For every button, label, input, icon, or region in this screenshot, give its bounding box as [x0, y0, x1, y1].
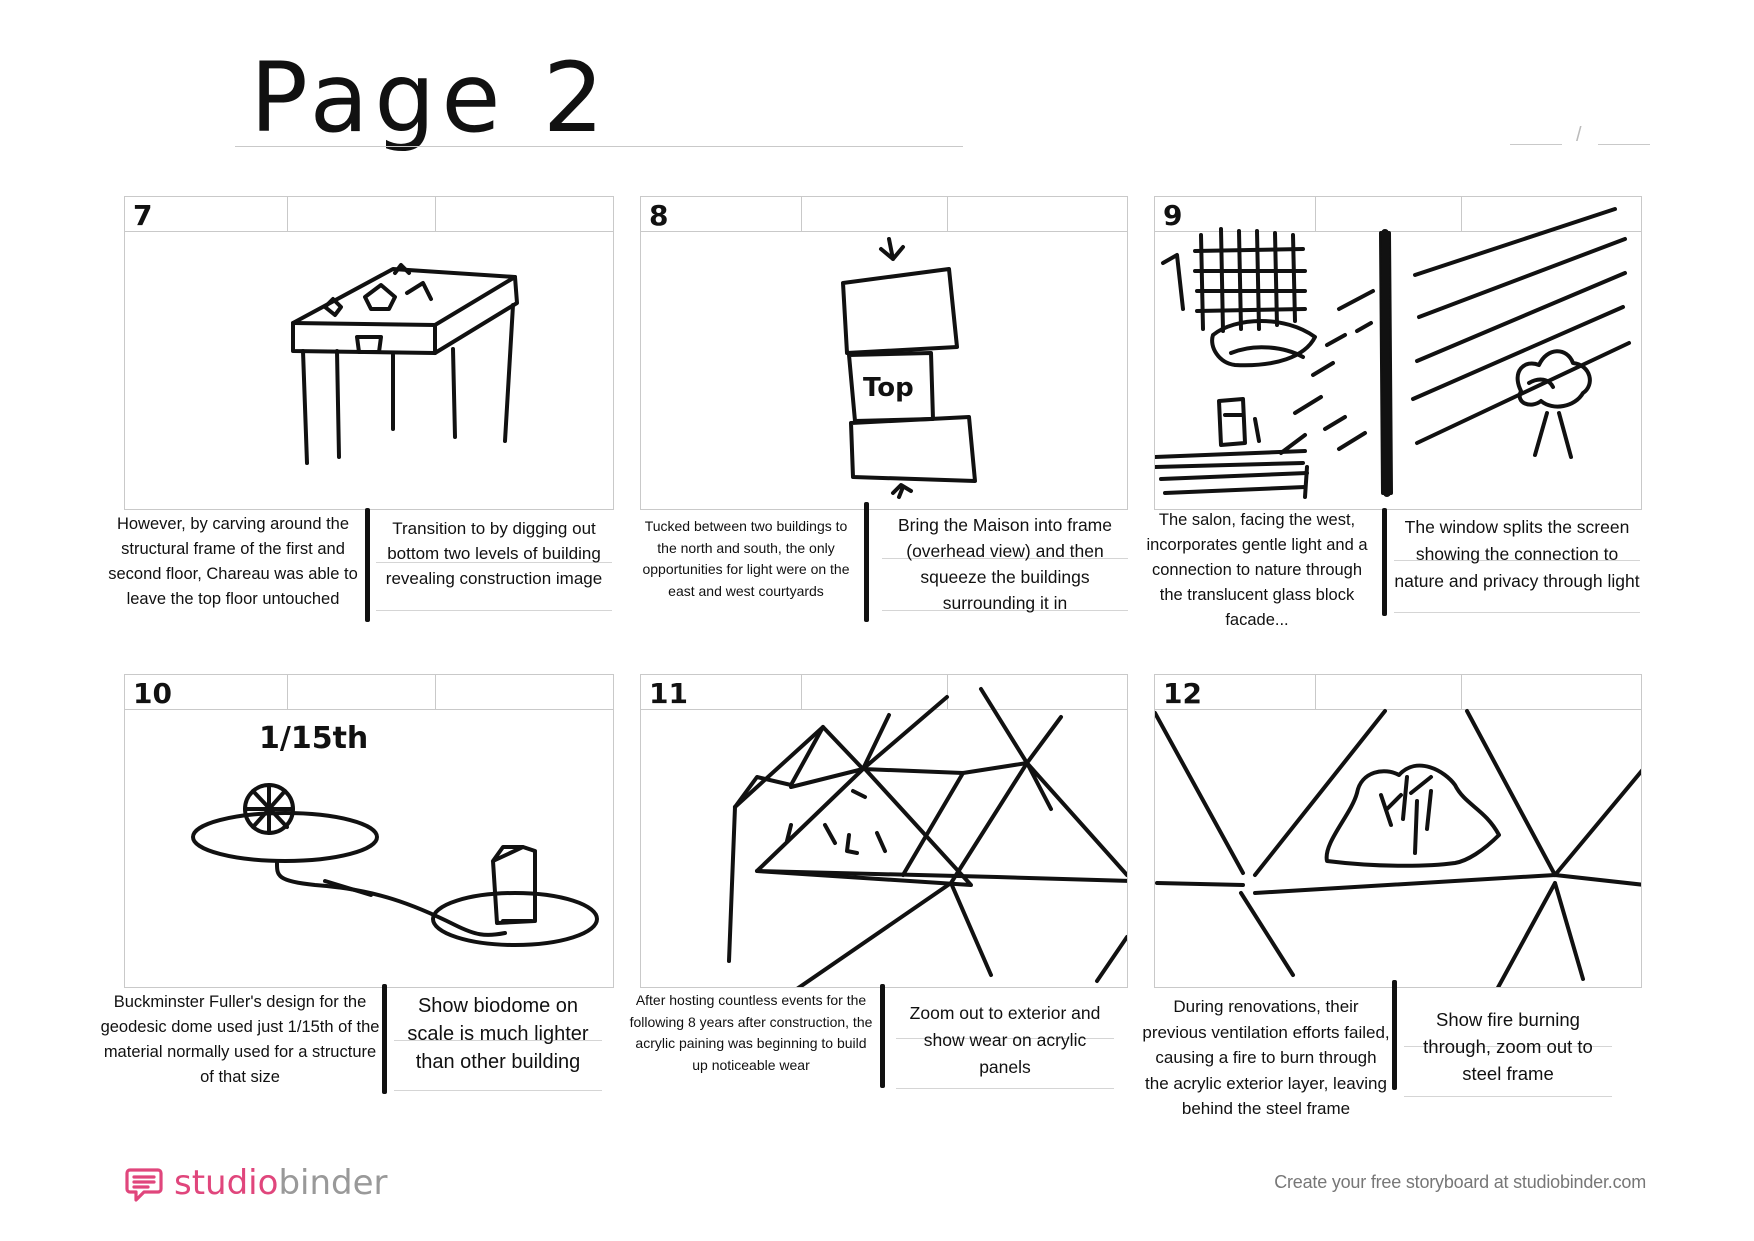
page-counter [1510, 124, 1650, 150]
frame-10-separator [382, 984, 387, 1094]
brand-suffix: binder [278, 1163, 388, 1203]
frame-number: 7 [133, 199, 153, 232]
storyboard-frame-12 [1154, 674, 1642, 988]
page-total-blank [1598, 144, 1650, 145]
storyboard-frame-7 [124, 196, 614, 510]
frame-7-action: Transition to by digging out bottom two levels of building revealing construction image [376, 516, 612, 591]
sketch-building-structure [125, 197, 613, 509]
page-current-blank [1510, 144, 1562, 145]
storyboard-frame-9 [1154, 196, 1642, 510]
frame-12-separator [1392, 980, 1397, 1090]
sketch-geodesic-dome-scale [125, 675, 613, 987]
footer-cta-link[interactable]: Create your free storyboard at studiobinder.com [1274, 1172, 1646, 1192]
frame-9-action: The window splits the screen showing the connection to nature and privacy through light [1394, 514, 1640, 595]
storyboard-frame-8 [640, 196, 1128, 510]
storyboard-frame-10 [124, 674, 614, 988]
brand-wordmark [174, 1163, 388, 1203]
speech-bubble-icon [124, 1165, 164, 1205]
brand-prefix: studio [174, 1163, 279, 1203]
frame-9-description: The salon, facing the west, incorporates gentle light and a connection to nature through the translucent glass block facade... [1146, 511, 1368, 629]
frame-10-action: Show biodome on scale is much lighter than other building [394, 992, 602, 1076]
frame-7-description: However, by carving around the structural frame of the first and second floor, Chareau was able to leave the top floor untouched [108, 515, 358, 608]
frame-12-description: During renovations, their previous ventilation efforts failed, causing a fire to burn through the acrylic exterior layer, leaving behind the steel frame [1142, 997, 1390, 1118]
frame-10-description: Buckminster Fuller's design for the geodesic dome used just 1/15th of the material normally used for a structure of that size [100, 993, 380, 1086]
title-underline [235, 146, 963, 147]
sketch-geodesic-panels [641, 675, 1127, 987]
storyboard-frame-11 [640, 674, 1128, 988]
page-title: Page 2 [250, 42, 610, 154]
frame-number: 9 [1163, 199, 1183, 232]
frame-number: 10 [133, 677, 172, 710]
frame-8-separator [864, 502, 869, 622]
page-counter-slash: / [1576, 124, 1582, 146]
frame-11-separator [880, 984, 885, 1088]
frame-number: 8 [649, 199, 669, 232]
frame-11-action: Zoom out to exterior and show wear on acrylic panels [896, 1000, 1114, 1081]
frame-8-action: Bring the Maison into frame (overhead view) and then squeeze the buildings surrounding it in [882, 512, 1128, 616]
sketch-overhead-buildings [641, 197, 1127, 509]
sketch-label-top: Top [863, 373, 914, 403]
frame-7-separator [365, 508, 370, 622]
sketch-label-fraction: 1/15th [259, 721, 369, 756]
frame-11-description: After hosting countless events for the following 8 years after construction, the acrylic paining was beginning to build up noticeable wear [629, 992, 873, 1073]
frame-12-action: Show fire burning through, zoom out to steel frame [1404, 1006, 1612, 1087]
frame-number: 11 [649, 677, 688, 710]
sketch-fire-steel-frame [1155, 675, 1641, 987]
sketch-salon-window [1155, 197, 1641, 509]
frame-8-description: Tucked between two buildings to the north and south, the only opportunities for light were on the east and west courtyards [642, 518, 850, 599]
frame-number: 12 [1163, 677, 1202, 710]
frame-9-separator [1382, 508, 1387, 616]
